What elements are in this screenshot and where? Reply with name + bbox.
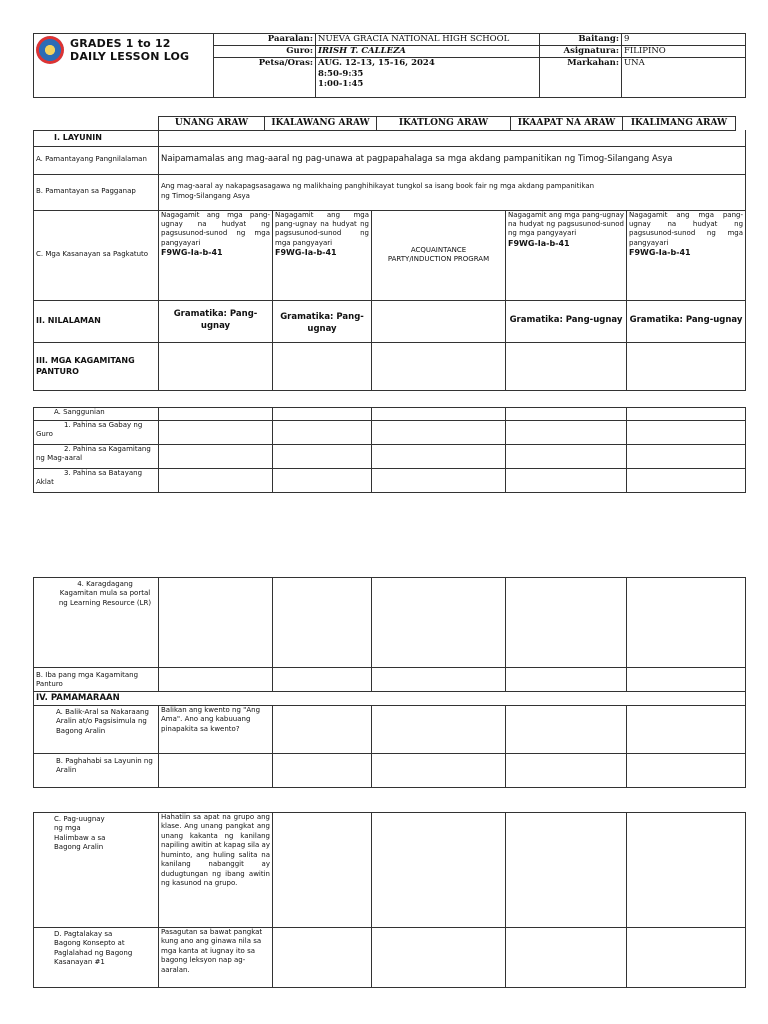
kasanayan-day-3: ACQUAINTANCE PARTY/INDUCTION PROGRAM bbox=[372, 210, 506, 300]
layunin-label bbox=[34, 130, 159, 146]
nilalaman-label: II. NILALAMAN bbox=[34, 300, 159, 342]
nilalaman-day-5: Gramatika: Pang-ugnay bbox=[627, 300, 746, 342]
day-5-header: IKALIMANG ARAW bbox=[623, 117, 736, 131]
nilalaman-day-3 bbox=[372, 300, 506, 342]
balik-aral-day-1: Balikan ang kwento ng "Ang Ama". Ano ang kabuuang pinapakita sa kwento? bbox=[159, 706, 273, 754]
day-4-header: IKAAPAT NA ARAW bbox=[511, 117, 623, 131]
iba-pa-label: B. Iba pang mga Kagamitang Panturo bbox=[34, 668, 159, 692]
sanggunian-table bbox=[33, 407, 746, 493]
title-line-2: DAILY LESSON LOG bbox=[70, 50, 190, 64]
day-1-header: UNANG ARAW bbox=[159, 117, 265, 131]
pamantayang-pangnilalaman-value: Naipamamalas ang mag-aaral ng pag-unawa at pagpapahalaga sa mga akdang pampanitikan ng Timog-Silangang Asya bbox=[159, 146, 746, 174]
pamantayan-pagganap-label: B. Pamantayan sa Pagganap bbox=[34, 174, 159, 210]
title-line-1: GRADES 1 to 12 bbox=[70, 37, 171, 50]
petsa-label: Petsa/Oras: bbox=[214, 58, 316, 98]
markahan-value: UNA bbox=[622, 58, 746, 98]
gabay-label: 1. Pahina sa Gabay ng Guro bbox=[34, 421, 159, 445]
header-title-cell bbox=[34, 34, 214, 98]
pamamaraan-label: IV. PAMAMARAAN bbox=[34, 692, 746, 706]
guro-label: Guro: bbox=[214, 46, 316, 58]
paghahabi-label: B. Paghahabi sa Layunin ng Aralin bbox=[34, 754, 159, 788]
paaralan-value: NUEVA GRACIA NATIONAL HIGH SCHOOL bbox=[316, 34, 540, 46]
nilalaman-day-2: Gramatika: Pang-ugnay bbox=[273, 300, 372, 342]
pag-uugnay-day-1: Hahatiin sa apat na grupo ang klase. Ang unang pangkat ang unang kakanta ng kanilang napiling awitin at kapag sila ay huminto, ang huling salita na kanilang nabanggit ay dudugtungan ng ibang awitin ng kasunod na grupo. bbox=[159, 813, 273, 928]
layunin-text: I. LAYUNIN bbox=[54, 133, 102, 143]
page2-table bbox=[33, 577, 746, 788]
batayang-aklat-label: 3. Pahina sa Batayang Aklat bbox=[34, 469, 159, 493]
asignatura-label: Asignatura: bbox=[540, 46, 622, 58]
petsa-value: AUG. 12-13, 15-16, 2024 8:50-9:35 1:00-1:45 bbox=[316, 58, 540, 98]
guro-value: IRISH T. CALLEZA bbox=[316, 46, 540, 58]
markahan-label: Markahan: bbox=[540, 58, 622, 98]
paaralan-label: Paaralan: bbox=[214, 34, 316, 46]
day-2-header: IKALAWANG ARAW bbox=[265, 117, 377, 131]
kasanayan-day-4: Nagagamit ang mga pang-ugnay na hudyat ng pagsusunod-sunod ng mga pangyayari F9WG-Ia-b-41 bbox=[506, 210, 627, 300]
pagtalakay-day-1: Pasagutan sa bawat pangkat kung ano ang ginawa nila sa mga kanta at iugnay ito sa bagong leksyon nap ag-aaralan. bbox=[159, 928, 273, 988]
kasanayan-day-5: Nagagamit ang mga pang-ugnay na hudyat ng pagsusunod-sunod ng mga pangyayari F9WG-Ia-b-41 bbox=[627, 210, 746, 300]
header-table bbox=[33, 33, 746, 98]
kagamitang-mag-aaral-label: 2. Pahina sa Kagamitang ng Mag-aaral bbox=[34, 445, 159, 469]
nilalaman-day-1: Gramatika: Pang-ugnay bbox=[159, 300, 273, 342]
balik-aral-label: A. Balik-Aral sa Nakaraang Aralin at/o Pagsisimula ng Bagong Aralin bbox=[34, 706, 159, 754]
day-3-header: IKATLONG ARAW bbox=[377, 117, 511, 131]
main-table bbox=[33, 116, 746, 391]
nilalaman-day-4: Gramatika: Pang-ugnay bbox=[506, 300, 627, 342]
baitang-label: Baitang: bbox=[540, 34, 622, 46]
pamantayan-pagganap-value: Ang mag-aaral ay nakapagsasagawa ng malikhaing panghihikayat tungkol sa isang book fair ng mga akdang pampanitikan ng Timog-Silangang Asya bbox=[159, 174, 746, 210]
baitang-value: 9 bbox=[622, 34, 746, 46]
kasanayan-day-2: Nagagamit ang mga pang-ugnay na hudyat ng pagsusunod-sunod ng mga pangyayari F9WG-Ia-b-41 bbox=[273, 210, 372, 300]
lr-portal-label: 4. Karagdagang Kagamitan mula sa portal ng Learning Resource (LR) bbox=[34, 578, 159, 668]
pag-uugnay-label: C. Pag-uugnay ng mga Halimbaw a sa Bagong Aralin bbox=[34, 813, 159, 928]
pamantayang-pangnilalaman-label: A. Pamantayang Pangnilalaman bbox=[34, 146, 159, 174]
kasanayan-day-1: Nagagamit ang mga pang-ugnay na hudyat ng pagsusunod-sunod ng mga pangyayari F9WG-Ia-b-41 bbox=[159, 210, 273, 300]
sanggunian-label: A. Sanggunian bbox=[34, 408, 159, 421]
kagamitan-label: III. MGA KAGAMITANG PANTURO bbox=[34, 342, 159, 390]
asignatura-value: FILIPINO bbox=[622, 46, 746, 58]
pagtalakay-label: D. Pagtalakay sa Bagong Konsepto at Paglalahad ng Bagong Kasanayan #1 bbox=[34, 928, 159, 988]
kasanayan-label: C. Mga Kasanayan sa Pagkatuto bbox=[34, 210, 159, 300]
bottom-table bbox=[33, 812, 746, 988]
